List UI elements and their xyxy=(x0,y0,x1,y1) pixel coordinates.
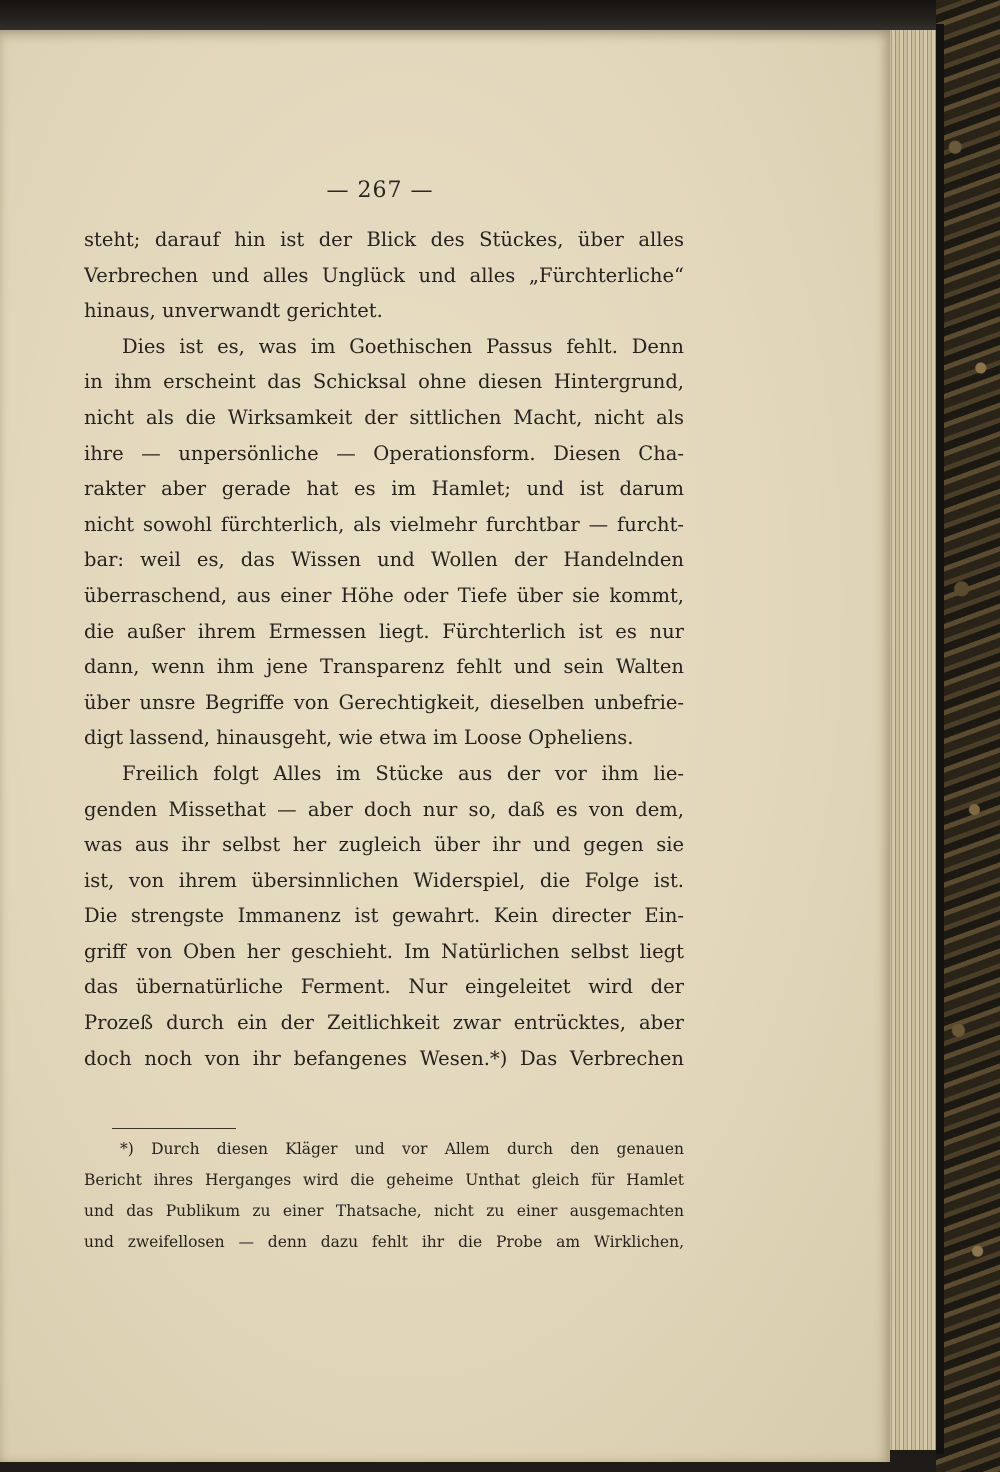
page-number: — 267 — xyxy=(326,178,434,203)
text-line: Freilich folgt Alles im Stücke aus der vor ihm lie- xyxy=(122,761,684,785)
text-line: steht; darauf hin ist der Blick des Stückes, über alles xyxy=(84,228,684,251)
text-line: Die strengste Immanenz ist gewahrt. Kein directer Ein- xyxy=(84,904,684,928)
text-line: das übernatürliche Ferment. Nur eingeleitet wird der xyxy=(84,975,684,999)
text-line: bar: weil es, das Wissen und Wollen der Handelnden xyxy=(84,548,684,572)
footnote-line: *) Durch diesen Kläger und vor Allem durch den genauen xyxy=(120,1140,684,1158)
footnote-line: und zweifellosen — denn dazu fehlt ihr die Probe am Wirklichen, xyxy=(84,1233,684,1251)
text-line: was aus ihr selbst her zugleich über ihr und gegen sie xyxy=(84,833,684,857)
text-line: dann, wenn ihm jene Transparenz fehlt und sein Walten xyxy=(84,655,684,679)
marbled-book-cover xyxy=(936,0,1000,1472)
text-line: ihre — unpersönliche — Operationsform. Diesen Cha- xyxy=(84,441,684,465)
text-line: digt lassend, hinausgeht, wie etwa im Loose Opheliens. xyxy=(84,726,634,750)
text-line: die außer ihrem Ermessen liegt. Fürchterlich ist es nur xyxy=(84,619,684,643)
text-line: genden Missethat — aber doch nur so, daß es von dem, xyxy=(84,797,684,821)
cover-inner-edge xyxy=(936,24,944,1454)
footnote-line: und das Publikum zu einer Thatsache, nicht zu einer ausgemachten xyxy=(84,1202,684,1220)
scan-top-edge xyxy=(0,0,1000,34)
body-text xyxy=(84,222,684,1076)
text-line: nicht sowohl fürchterlich, als vielmehr furchtbar — furcht- xyxy=(84,512,684,536)
text-line: überraschend, aus einer Höhe oder Tiefe über sie kommt, xyxy=(84,583,684,607)
text-line: ist, von ihrem übersinnlichen Widerspiel, die Folge ist. xyxy=(84,868,684,892)
text-line: hinaus, unverwandt gerichtet. xyxy=(84,299,383,323)
text-line: nicht als die Wirksamkeit der sittlichen Macht, nicht als xyxy=(84,405,684,429)
text-line: doch noch von ihr befangenes Wesen.*) Das Verbrechen xyxy=(84,1046,684,1070)
text-line: Verbrechen und alles Unglück und alles „Fürchterliche“ xyxy=(84,263,684,287)
text-line: über unsre Begriffe von Gerechtigkeit, dieselben unbefrie- xyxy=(84,690,684,714)
text-line: griff von Oben her geschieht. Im Natürlichen selbst liegt xyxy=(84,939,684,963)
text-line: in ihm erscheint das Schicksal ohne diesen Hintergrund, xyxy=(84,370,684,394)
footnote xyxy=(84,1134,684,1258)
text-line: Prozeß durch ein der Zeitlichkeit zwar entrücktes, aber xyxy=(84,1011,684,1035)
footnote-rule xyxy=(112,1128,236,1129)
text-line: rakter aber gerade hat es im Hamlet; und ist darum xyxy=(84,477,684,501)
text-line: Dies ist es, was im Goethischen Passus fehlt. Denn xyxy=(122,334,684,358)
footnote-line: Bericht ihres Herganges wird die geheime Unthat gleich für Hamlet xyxy=(84,1171,684,1189)
